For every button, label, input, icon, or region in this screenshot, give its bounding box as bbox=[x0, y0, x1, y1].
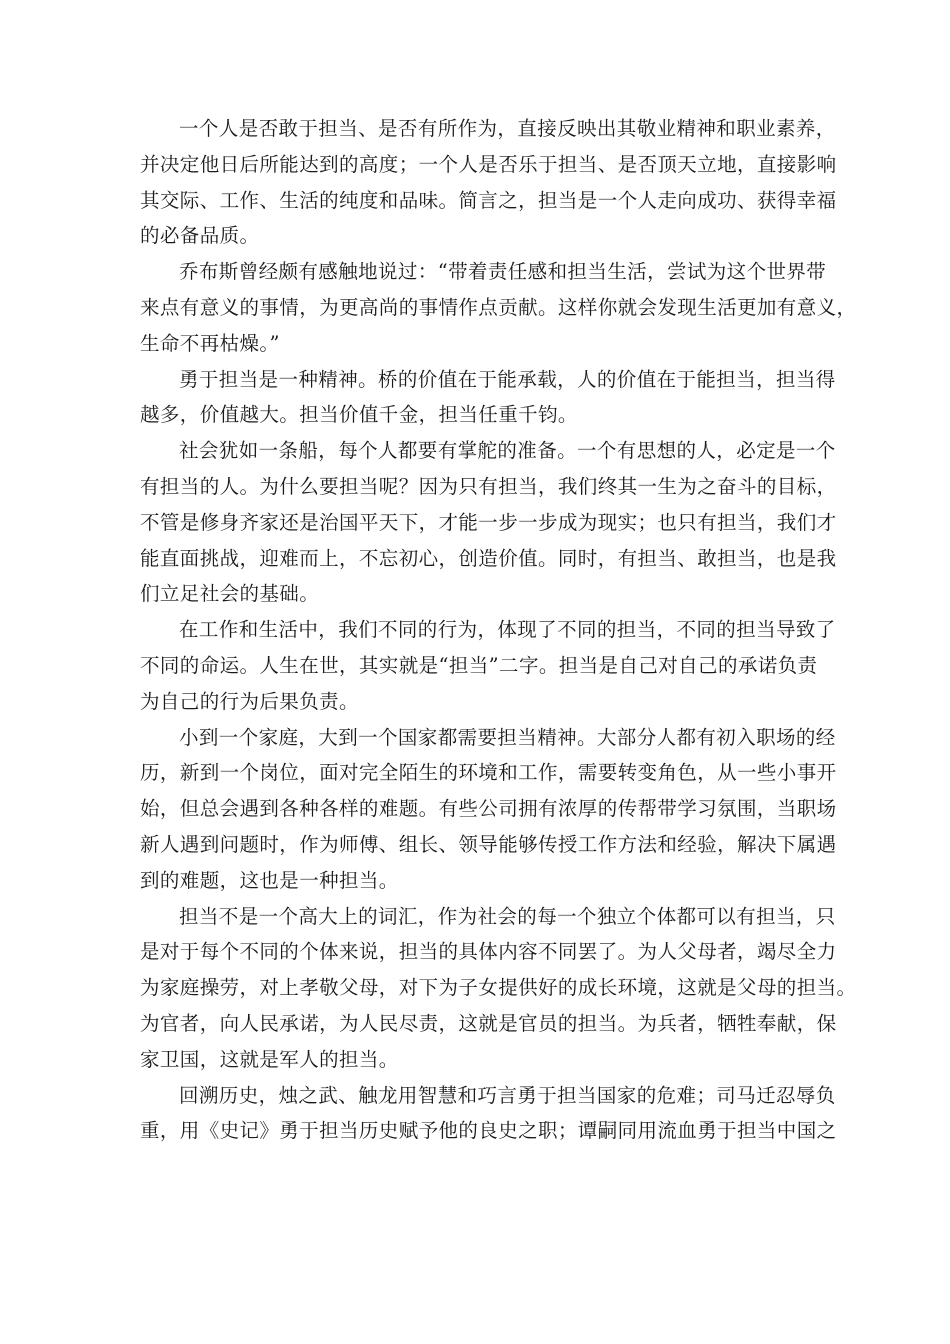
paragraph-line: 其交际、工作、生活的纯度和品味。简言之，担当是一个人走向成功、获得幸福 bbox=[140, 188, 837, 212]
document-body bbox=[140, 111, 857, 1149]
paragraph-line: 来点有意义的事情，为更高尚的事情作点贡献。这样你就会发现生活更加有意义， bbox=[140, 295, 857, 319]
paragraph-8 bbox=[140, 1078, 837, 1150]
paragraph-line: 在工作和生活中，我们不同的行为，体现了不同的担当，不同的担当导致了 bbox=[179, 618, 836, 642]
paragraph-line: 勇于担当是一种精神。桥的价值在于能承载，人的价值在于能担当，担当得 bbox=[179, 367, 836, 391]
paragraph-line: 的必备品质。 bbox=[140, 224, 260, 248]
paragraph-line: 们立足社会的基础。 bbox=[140, 582, 320, 606]
paragraph-line: 乔布斯曾经颇有感触地说过：“带着责任感和担当生活，尝试为这个世界带 bbox=[179, 260, 827, 284]
paragraph-line: 家卫国，这就是军人的担当。 bbox=[140, 1047, 399, 1071]
paragraph-line: 越多，价值越大。担当价值千金，担当任重千钧。 bbox=[140, 403, 578, 427]
paragraph-line: 为家庭操劳，对上孝敬父母，对下为子女提供好的成长环境，这就是父母的担当。 bbox=[140, 976, 857, 1000]
paragraph-5 bbox=[140, 612, 836, 719]
paragraph-line: 并决定他日后所能达到的高度；一个人是否乐于担当、是否顶天立地，直接影响 bbox=[140, 152, 837, 176]
paragraph-line: 有担当的人。为什么要担当呢？因为只有担当，我们终其一生为之奋斗的目标， bbox=[140, 474, 837, 498]
paragraph-line: 不同的命运。人生在世，其实就是“担当”二字。担当是自己对自己的承诺负责 bbox=[140, 653, 818, 677]
paragraph-7 bbox=[140, 899, 857, 1078]
paragraph-line: 始，但总会遇到各种各样的难题。有些公司拥有浓厚的传帮带学习氛围，当职场 bbox=[140, 797, 837, 821]
paragraph-line: 是对于每个不同的个体来说，担当的具体内容不同罢了。为人父母者，竭尽全力 bbox=[140, 940, 837, 964]
paragraph-line: 回溯历史，烛之武、触龙用智慧和巧言勇于担当国家的危难；司马迁忍辱负 bbox=[179, 1083, 836, 1107]
paragraph-4 bbox=[140, 433, 837, 612]
paragraph-line: 新人遇到问题时，作为师傅、组长、领导能够传授工作方法和经验，解决下属遇 bbox=[140, 832, 837, 856]
paragraph-line: 为自己的行为后果负责。 bbox=[140, 689, 359, 713]
paragraph-line: 小到一个家庭，大到一个国家都需要担当精神。大部分人都有初入职场的经 bbox=[179, 725, 836, 749]
paragraph-line: 重，用《史记》勇于担当历史赋予他的良史之职；谭嗣同用流血勇于担当中国之 bbox=[140, 1119, 837, 1143]
paragraph-6 bbox=[140, 720, 837, 899]
paragraph-2 bbox=[140, 254, 857, 361]
paragraph-1 bbox=[140, 111, 837, 254]
paragraph-line: 生命不再枯燥。” bbox=[140, 331, 280, 355]
paragraph-line: 能直面挑战，迎难而上，不忘初心，创造价值。同时，有担当、敢担当，也是我 bbox=[140, 546, 837, 570]
paragraph-line: 不管是修身齐家还是治国平天下，才能一步一步成为现实；也只有担当，我们才 bbox=[140, 510, 837, 534]
paragraph-3 bbox=[140, 362, 836, 434]
paragraph-line: 担当不是一个高大上的词汇，作为社会的每一个独立个体都可以有担当，只 bbox=[179, 904, 836, 928]
paragraph-line: 到的难题，这也是一种担当。 bbox=[140, 868, 399, 892]
paragraph-line: 为官者，向人民承诺，为人民尽责，这就是官员的担当。为兵者，牺牲奉献，保 bbox=[140, 1011, 837, 1035]
paragraph-line: 社会犹如一条船，每个人都要有掌舵的准备。一个有思想的人，必定是一个 bbox=[179, 439, 836, 463]
paragraph-line: 一个人是否敢于担当、是否有所作为，直接反映出其敬业精神和职业素养， bbox=[179, 117, 836, 140]
paragraph-line: 历，新到一个岗位，面对完全陌生的环境和工作，需要转变角色，从一些小事开 bbox=[140, 761, 837, 785]
